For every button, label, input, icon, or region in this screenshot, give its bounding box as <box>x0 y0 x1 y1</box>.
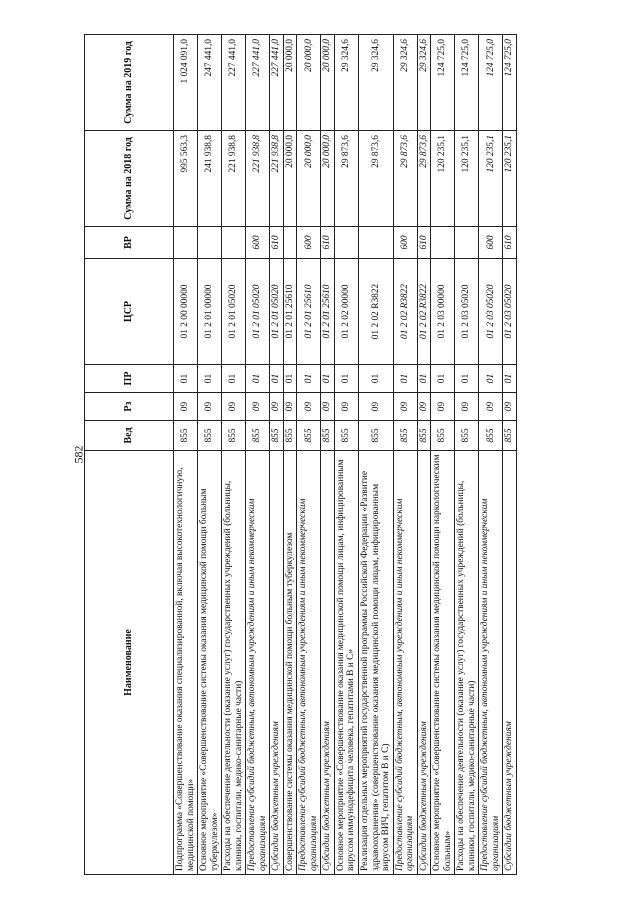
row-ved: 855 <box>334 421 358 451</box>
row-ved: 855 <box>358 421 393 451</box>
table-row <box>358 35 393 875</box>
row-pr: 01 <box>174 365 198 393</box>
row-vr <box>334 227 358 259</box>
row-sum-2018: 20 000,0 <box>297 131 321 227</box>
row-name: Субсидии бюджетным учреждениям <box>503 451 517 875</box>
row-sum-2018: 29 873,6 <box>393 131 417 227</box>
row-sum-2019: 124 725,0 <box>479 35 503 131</box>
row-ved: 855 <box>297 421 321 451</box>
row-csr: 01 2 01 25610 <box>283 259 297 365</box>
budget-table <box>84 34 517 875</box>
row-sum-2019: 227 441,0 <box>270 35 284 131</box>
row-pr: 01 <box>503 365 517 393</box>
row-csr: 01 2 01 25610 <box>321 259 335 365</box>
header-ved: Вед <box>85 421 174 451</box>
header-sum-2019: Сумма на 2019 год <box>85 35 174 131</box>
header-rz: Рз <box>85 393 174 421</box>
row-ved: 855 <box>246 421 270 451</box>
table-row <box>431 35 455 875</box>
row-pr: 01 <box>198 365 222 393</box>
row-name: Совершенствование системы оказания медицинской помощи больным туберкулезом <box>283 451 297 875</box>
row-ved: 855 <box>270 421 284 451</box>
row-ved: 855 <box>417 421 431 451</box>
header-sum-2018: Сумма на 2018 год <box>85 131 174 227</box>
row-csr: 01 2 01 05020 <box>270 259 284 365</box>
row-rz: 09 <box>174 393 198 421</box>
row-sum-2018: 20 000,0 <box>283 131 297 227</box>
row-vr <box>358 227 393 259</box>
row-csr: 01 2 01 25610 <box>297 259 321 365</box>
row-sum-2019: 20 000,0 <box>283 35 297 131</box>
table-row <box>198 35 222 875</box>
row-csr: 01 2 02 R3822 <box>358 259 393 365</box>
row-rz: 09 <box>283 393 297 421</box>
row-csr: 01 2 01 00000 <box>198 259 222 365</box>
row-rz: 09 <box>246 393 270 421</box>
row-sum-2019: 29 324,6 <box>358 35 393 131</box>
row-rz: 09 <box>222 393 246 421</box>
table-row <box>455 35 479 875</box>
row-ved: 855 <box>455 421 479 451</box>
row-name: Основное мероприятие «Совершенствование оказания медицинской помощи лицам, инфицированным вирусом иммунодефицита человека, гепатитами В и С» <box>334 451 358 875</box>
row-pr: 01 <box>455 365 479 393</box>
row-ved: 855 <box>321 421 335 451</box>
row-rz: 09 <box>417 393 431 421</box>
row-vr: 610 <box>417 227 431 259</box>
table-body <box>174 35 517 875</box>
row-sum-2019: 29 324,6 <box>393 35 417 131</box>
row-pr: 01 <box>321 365 335 393</box>
row-sum-2018: 221 938,8 <box>270 131 284 227</box>
row-sum-2018: 120 235,1 <box>503 131 517 227</box>
header-pr: ПР <box>85 365 174 393</box>
row-rz: 09 <box>270 393 284 421</box>
table-row <box>222 35 246 875</box>
row-pr: 01 <box>358 365 393 393</box>
row-pr: 01 <box>431 365 455 393</box>
row-sum-2018: 120 235,1 <box>479 131 503 227</box>
row-rz: 09 <box>198 393 222 421</box>
table-row <box>417 35 431 875</box>
row-name: Субсидии бюджетным учреждениям <box>321 451 335 875</box>
row-csr: 01 2 01 05020 <box>246 259 270 365</box>
row-sum-2019: 29 324,6 <box>417 35 431 131</box>
row-vr <box>431 227 455 259</box>
row-csr: 01 2 00 00000 <box>174 259 198 365</box>
header-name: Наименование <box>85 451 174 875</box>
row-pr: 01 <box>479 365 503 393</box>
table-row <box>174 35 198 875</box>
row-ved: 855 <box>431 421 455 451</box>
row-csr: 01 2 03 05020 <box>479 259 503 365</box>
table-row <box>503 35 517 875</box>
row-vr <box>455 227 479 259</box>
row-vr <box>283 227 297 259</box>
row-csr: 01 2 01 05020 <box>222 259 246 365</box>
row-name: Основное мероприятие «Совершенствование системы оказания медицинской помощи наркологическим больным» <box>431 451 455 875</box>
row-sum-2018: 995 563,3 <box>174 131 198 227</box>
row-vr <box>174 227 198 259</box>
row-sum-2019: 227 441,0 <box>246 35 270 131</box>
row-csr: 01 2 03 05020 <box>503 259 517 365</box>
row-name: Субсидии бюджетным учреждениям <box>270 451 284 875</box>
row-rz: 09 <box>455 393 479 421</box>
table-row <box>321 35 335 875</box>
row-ved: 855 <box>174 421 198 451</box>
row-name: Предоставление субсидий бюджетным, автономным учреждениям и иным некоммерческим организациям <box>393 451 417 875</box>
row-ved: 855 <box>222 421 246 451</box>
row-csr: 01 2 02 R3822 <box>393 259 417 365</box>
row-sum-2018: 29 873,6 <box>334 131 358 227</box>
row-pr: 01 <box>334 365 358 393</box>
row-sum-2019: 227 441,0 <box>222 35 246 131</box>
table-header-row <box>85 35 174 875</box>
row-rz: 09 <box>297 393 321 421</box>
row-rz: 09 <box>503 393 517 421</box>
row-name: Предоставление субсидий бюджетным, автономным учреждениям и иным некоммерческим организациям <box>246 451 270 875</box>
row-name: Реализация отдельных мероприятий государственной программы Российской Федерации «Развитие здравоохранения» (совершенствование оказания медицинской помощи лицам, инфицированным вирусом ВИЧ, гепатитом В и С) <box>358 451 393 875</box>
row-pr: 01 <box>246 365 270 393</box>
row-sum-2019: 1 024 091,0 <box>174 35 198 131</box>
header-vr: ВР <box>85 227 174 259</box>
row-ved: 855 <box>198 421 222 451</box>
row-rz: 09 <box>479 393 503 421</box>
row-name: Предоставление субсидий бюджетным, автономным учреждениям и иным некоммерческим организациям <box>479 451 503 875</box>
page-number: 582 <box>71 445 86 464</box>
row-vr: 610 <box>321 227 335 259</box>
row-csr: 01 2 03 05020 <box>455 259 479 365</box>
row-vr <box>198 227 222 259</box>
row-sum-2018: 120 235,1 <box>455 131 479 227</box>
table-row <box>479 35 503 875</box>
row-csr: 01 2 02 R3822 <box>417 259 431 365</box>
table-row <box>393 35 417 875</box>
row-name: Подпрограмма «Совершенствование оказания специализированной, включая высокотехнологичную, медицинской помощи» <box>174 451 198 875</box>
row-sum-2019: 247 441,0 <box>198 35 222 131</box>
row-vr: 610 <box>270 227 284 259</box>
row-name: Расходы на обеспечение деятельности (оказание услуг) государственных учреждений (больницы, клиники, госпитали, медико-санитарные части) <box>455 451 479 875</box>
row-ved: 855 <box>479 421 503 451</box>
row-name: Предоставление субсидий бюджетным, автономным учреждениям и иным некоммерческим организациям <box>297 451 321 875</box>
row-sum-2018: 29 873,6 <box>417 131 431 227</box>
row-vr: 610 <box>503 227 517 259</box>
row-vr: 600 <box>246 227 270 259</box>
table-row <box>246 35 270 875</box>
row-csr: 01 2 03 00000 <box>431 259 455 365</box>
row-sum-2018: 221 938,8 <box>222 131 246 227</box>
row-name: Расходы на обеспечение деятельности (оказание услуг) государственных учреждений (больницы, клиники, госпитали, медико-санитарные части) <box>222 451 246 875</box>
row-csr: 01 2 02 00000 <box>334 259 358 365</box>
row-pr: 01 <box>417 365 431 393</box>
row-sum-2018: 29 873,6 <box>358 131 393 227</box>
row-sum-2018: 241 938,8 <box>198 131 222 227</box>
table-row <box>283 35 297 875</box>
table-row <box>297 35 321 875</box>
row-ved: 855 <box>393 421 417 451</box>
header-csr: ЦСР <box>85 259 174 365</box>
row-name: Основное мероприятие «Совершенствование системы оказания медицинской помощи больным туберкулезом» <box>198 451 222 875</box>
row-pr: 01 <box>297 365 321 393</box>
row-rz: 09 <box>321 393 335 421</box>
row-sum-2018: 20 000,0 <box>321 131 335 227</box>
row-rz: 09 <box>358 393 393 421</box>
row-sum-2019: 20 000,0 <box>321 35 335 131</box>
rotated-table-container <box>84 35 578 875</box>
row-ved: 855 <box>503 421 517 451</box>
row-sum-2018: 221 938,8 <box>246 131 270 227</box>
row-name: Субсидии бюджетным учреждениям <box>417 451 431 875</box>
row-rz: 09 <box>431 393 455 421</box>
row-vr: 600 <box>479 227 503 259</box>
row-pr: 01 <box>270 365 284 393</box>
row-sum-2019: 29 324,6 <box>334 35 358 131</box>
row-vr <box>222 227 246 259</box>
table-row <box>334 35 358 875</box>
row-sum-2019: 124 725,0 <box>503 35 517 131</box>
row-ved: 855 <box>283 421 297 451</box>
row-vr: 600 <box>297 227 321 259</box>
row-rz: 09 <box>393 393 417 421</box>
row-sum-2018: 120 235,1 <box>431 131 455 227</box>
row-pr: 01 <box>283 365 297 393</box>
row-rz: 09 <box>334 393 358 421</box>
table-row <box>270 35 284 875</box>
row-vr: 600 <box>393 227 417 259</box>
row-pr: 01 <box>222 365 246 393</box>
row-sum-2019: 124 725,0 <box>455 35 479 131</box>
row-sum-2019: 124 725,0 <box>431 35 455 131</box>
row-sum-2019: 20 000,0 <box>297 35 321 131</box>
row-pr: 01 <box>393 365 417 393</box>
